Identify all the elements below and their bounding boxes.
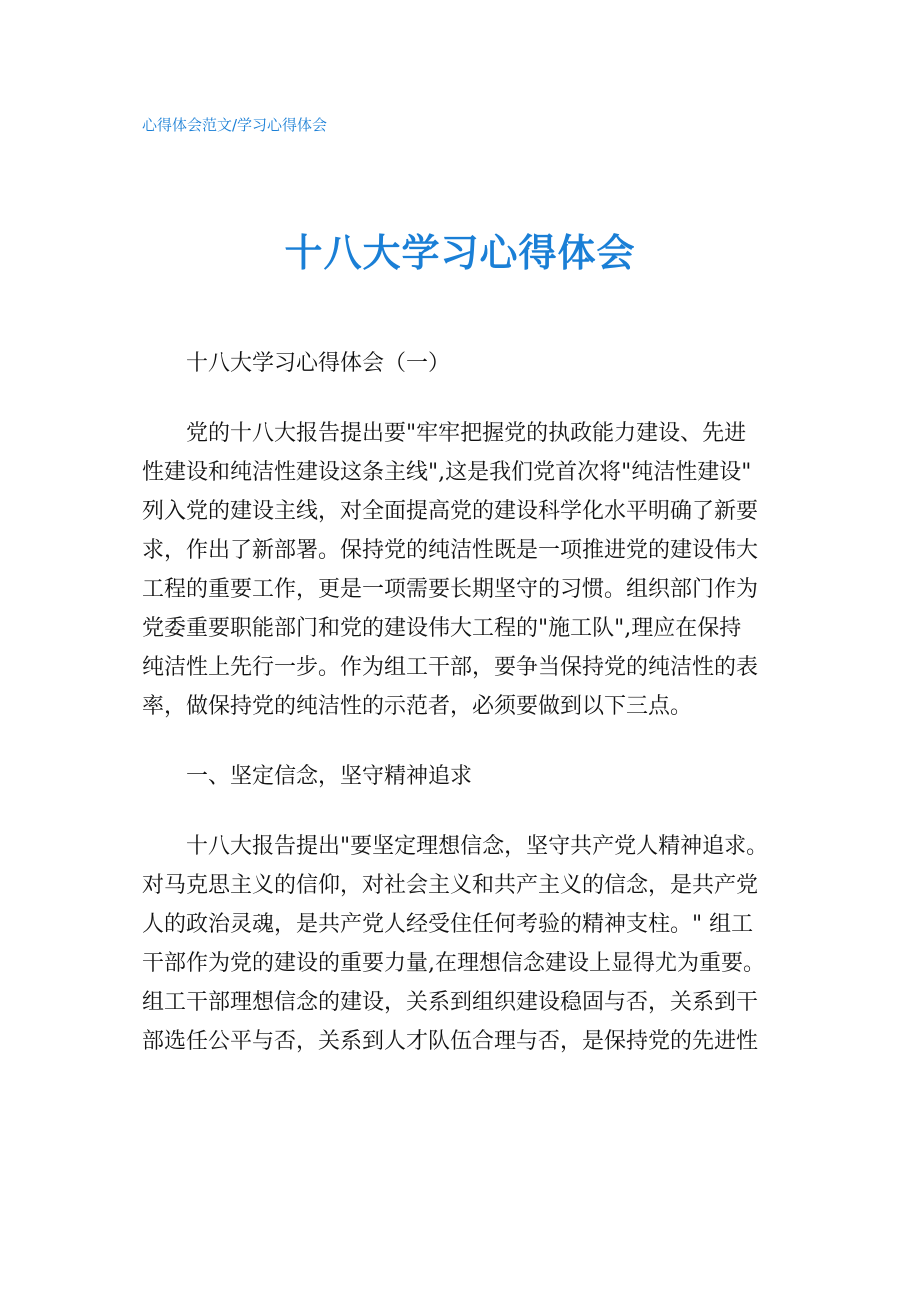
paragraph-line: 十八大报告提出"要坚定理想信念，坚守共产党人精神追求。 [186, 834, 769, 859]
paragraph-line: 纯洁性上先行一步。作为组工干部，要争当保持党的纯洁性的表 [142, 655, 759, 680]
paragraph-2 [142, 827, 802, 1061]
paragraph-line: 干部作为党的建设的重要力量,在理想信念建设上显得尤为重要。 [142, 951, 765, 976]
paragraph-line: 组工干部理想信念的建设，关系到组织建设稳固与否，关系到干 [142, 990, 759, 1015]
section-heading: 一、坚定信念，坚守精神追求 [186, 764, 473, 789]
paragraph-line: 部选任公平与否，关系到人才队伍合理与否，是保持党的先进性 [142, 1029, 759, 1054]
subtitle-paragraph [142, 344, 802, 383]
paragraph-1 [142, 414, 802, 726]
paragraph-line: 党委重要职能部门和党的建设伟大工程的"施工队",理应在保持 [142, 616, 742, 641]
paragraph-line: 率，做保持党的纯洁性的示范者，必须要做到以下三点。 [142, 694, 693, 719]
paragraph-line: 人的政治灵魂，是共产党人经受住任何考验的精神支柱。" 组工 [142, 912, 754, 937]
paragraph-line: 对马克思主义的信仰，对社会主义和共产主义的信念，是共产党 [142, 873, 759, 898]
paragraph-line: 党的十八大报告提出要"牢牢把握党的执政能力建设、先进 [186, 421, 747, 446]
paragraph-line: 列入党的建设主线，对全面提高党的建设科学化水平明确了新要 [142, 499, 759, 524]
document-body [142, 344, 802, 1061]
page-title: 十八大学习心得体会 [284, 231, 636, 275]
paragraph-line: 性建设和纯洁性建设这条主线",这是我们党首次将"纯洁性建设" [142, 460, 752, 485]
subtitle: 十八大学习心得体会（一） [186, 351, 451, 376]
breadcrumb[interactable]: 心得体会范文/学习心得体会 [142, 116, 328, 134]
paragraph-line: 工程的重要工作，更是一项需要长期坚守的习惯。组织部门作为 [142, 577, 759, 602]
section-heading-paragraph [142, 757, 802, 796]
paragraph-line: 求，作出了新部署。保持党的纯洁性既是一项推进党的建设伟大 [142, 538, 759, 563]
